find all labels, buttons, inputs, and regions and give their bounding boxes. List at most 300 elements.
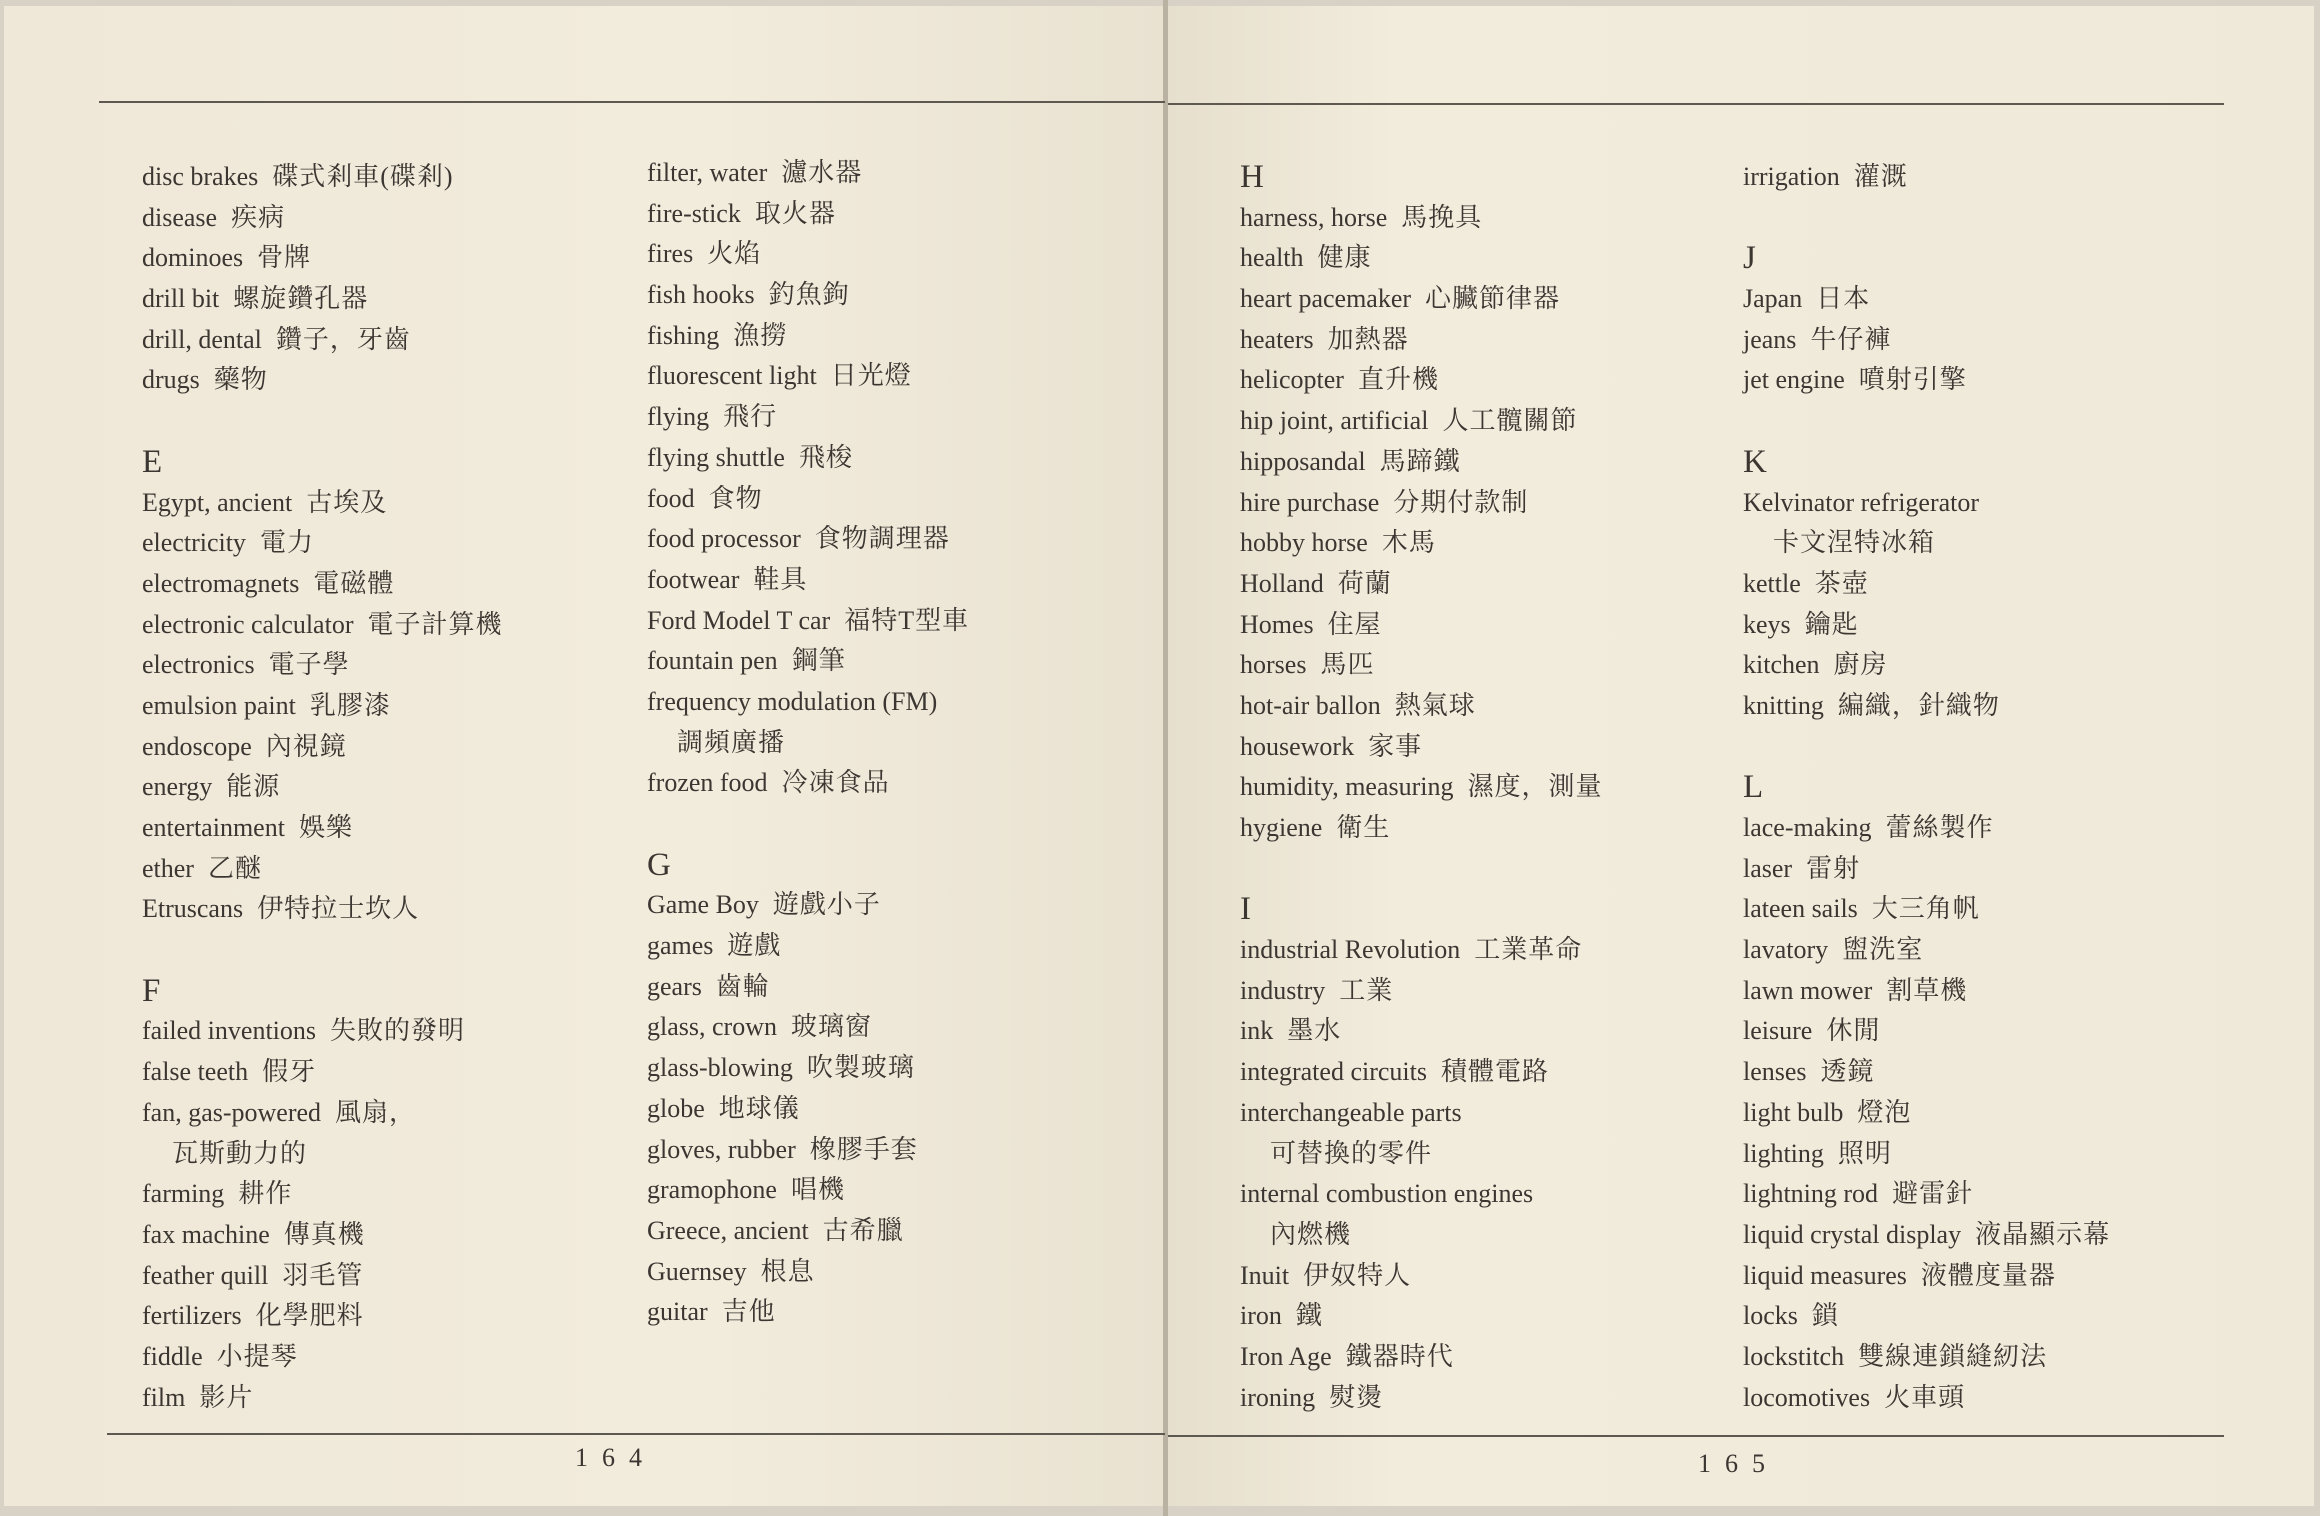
- entry-term-english: guitar: [647, 1297, 708, 1327]
- entry-term-chinese: 液晶顯示幕: [1975, 1219, 2111, 1249]
- index-entry: [142, 686, 503, 727]
- entry-term-chinese: 加熱器: [1327, 324, 1409, 354]
- entry-term-english: integrated circuits: [1240, 1057, 1427, 1087]
- entry-term-chinese: 根息: [760, 1256, 815, 1286]
- index-entry: [647, 763, 969, 804]
- index-entry: [1240, 1378, 1603, 1419]
- index-entry: [1743, 564, 2110, 605]
- entry-term-english: frozen food: [647, 768, 768, 798]
- entry-term-chinese: 取火器: [754, 198, 836, 228]
- index-entry: [1743, 157, 2110, 198]
- index-entry-translation-continued: 可替換的零件: [1270, 1138, 1433, 1168]
- index-entry: [1240, 523, 1603, 564]
- entry-term-english: Etruscans: [142, 894, 244, 924]
- index-entry: [1743, 1052, 2110, 1093]
- entry-term-english: horses: [1240, 650, 1307, 680]
- index-entry: [1743, 849, 2110, 890]
- entry-term-chinese: 飛行: [723, 402, 778, 432]
- entry-term-english: hipposandal: [1240, 446, 1366, 476]
- entry-term-chinese: 火焰: [707, 239, 762, 269]
- entry-term-chinese: 骨牌: [257, 243, 312, 273]
- entry-term-english: disease: [142, 202, 218, 232]
- index-entry: [1240, 564, 1603, 605]
- entry-term-english: electricity: [142, 528, 246, 558]
- index-entry: [1240, 727, 1603, 768]
- entry-term-chinese: 休閒: [1826, 1016, 1881, 1046]
- entry-term-english: electronic calculator: [142, 609, 354, 639]
- entry-term-chinese: 伊特拉士坎人: [257, 894, 420, 924]
- entry-term-english: liquid crystal display: [1743, 1219, 1962, 1249]
- entry-term-chinese: 木馬: [1381, 528, 1436, 558]
- index-entry: [647, 275, 969, 316]
- entry-term-chinese: 耕作: [238, 1179, 293, 1209]
- entry-term-english: hygiene: [1240, 813, 1323, 842]
- index-entry: [647, 397, 969, 438]
- index-entry: [1743, 605, 2110, 646]
- index-entry: [647, 438, 969, 479]
- entry-term-english: internal combustion engines: [1240, 1179, 1534, 1209]
- entry-term-chinese: 鐵: [1295, 1301, 1323, 1331]
- entry-term-english: helicopter: [1240, 365, 1344, 395]
- entry-term-english: drill bit: [142, 284, 220, 314]
- top-rule-left: [99, 101, 1165, 103]
- index-entry: [647, 682, 969, 723]
- index-entry: [1240, 1093, 1603, 1134]
- entry-term-english: food processor: [647, 524, 801, 554]
- entry-term-chinese: 電力: [259, 528, 314, 558]
- index-entry: [142, 523, 503, 564]
- entry-term-english: ether: [142, 853, 194, 883]
- entry-term-chinese: 唱機: [790, 1175, 845, 1205]
- entry-term-english: fish hooks: [647, 280, 755, 310]
- index-entry: [1240, 1256, 1603, 1297]
- entry-term-english: Greece, ancient: [647, 1215, 809, 1245]
- index-entry: [1240, 360, 1603, 401]
- entry-term-chinese: 照明: [1837, 1138, 1892, 1168]
- entry-term-chinese: 蕾絲製作: [1885, 813, 1994, 842]
- index-entry: [142, 320, 503, 361]
- entry-term-chinese: 廚房: [1833, 650, 1888, 680]
- entry-term-chinese: 乳膠漆: [309, 690, 391, 720]
- entry-term-english: fountain pen: [647, 646, 778, 676]
- entry-term-chinese: 福特T型車: [844, 605, 970, 635]
- entry-term-english: electronics: [142, 650, 255, 680]
- entry-term-chinese: 鞋具: [753, 564, 808, 594]
- index-entry: [1743, 1011, 2110, 1052]
- entry-term-chinese: 燈泡: [1857, 1097, 1912, 1127]
- index-entry: [647, 194, 969, 235]
- entry-term-english: farming: [142, 1179, 225, 1209]
- index-entry: [647, 1211, 969, 1252]
- index-entry: [647, 926, 969, 967]
- entry-term-chinese: 鋼筆: [791, 646, 846, 676]
- index-entry-translation-continued: 調頻廣播: [677, 727, 786, 757]
- entry-term-chinese: 疾病: [231, 202, 286, 232]
- entry-term-english: fiddle: [142, 1341, 203, 1371]
- index-entry: [142, 198, 503, 239]
- entry-term-chinese: 衛生: [1336, 813, 1391, 842]
- entry-term-chinese: 遊戲: [727, 931, 782, 961]
- bottom-rule-right: [1168, 1435, 2224, 1437]
- entry-term-english: Ford Model T car: [647, 605, 831, 635]
- entry-term-english: dominoes: [142, 243, 244, 273]
- entry-term-chinese: 大三角帆: [1871, 894, 1980, 924]
- entry-term-chinese: 電子學: [268, 650, 350, 680]
- entry-term-chinese: 日本: [1816, 284, 1871, 314]
- index-entry: [647, 1170, 969, 1211]
- entry-term-chinese: 割草機: [1886, 975, 1968, 1005]
- entry-term-chinese: 古希臘: [822, 1215, 904, 1245]
- entry-term-english: energy: [142, 772, 213, 802]
- entry-term-chinese: 冷凍食品: [781, 768, 890, 798]
- entry-term-english: electromagnets: [142, 568, 300, 598]
- entry-term-chinese: 日光燈: [830, 361, 912, 391]
- entry-term-chinese: 液體度量器: [1920, 1260, 2056, 1290]
- entry-term-chinese: 古埃及: [306, 487, 388, 517]
- index-entry: [1240, 320, 1603, 361]
- entry-term-chinese: 遊戲小子: [772, 890, 881, 920]
- index-entry: [1743, 1174, 2110, 1215]
- index-entry: [1743, 1215, 2110, 1256]
- index-entry: [1743, 1134, 2110, 1175]
- index-column: [1743, 157, 2110, 1418]
- entry-term-english: kitchen: [1743, 650, 1820, 680]
- index-entry: [647, 560, 969, 601]
- index-entry-translation-continued: 瓦斯動力的: [172, 1138, 308, 1168]
- index-entry: [1743, 1296, 2110, 1337]
- index-entry: [647, 641, 969, 682]
- entry-term-english: knitting: [1743, 690, 1824, 720]
- entry-term-english: fires: [647, 239, 694, 269]
- index-entry: [647, 1089, 969, 1130]
- entry-term-english: drugs: [142, 365, 200, 395]
- entry-term-chinese: 羽毛管: [282, 1260, 364, 1290]
- index-entry: [1240, 401, 1603, 442]
- entry-term-chinese: 食物調理器: [814, 524, 950, 554]
- index-entry: [142, 727, 503, 768]
- entry-term-english: keys: [1743, 609, 1791, 639]
- entry-term-chinese: 分期付款制: [1393, 487, 1529, 517]
- entry-term-chinese: 內視鏡: [265, 731, 347, 761]
- index-entry: [142, 645, 503, 686]
- entry-term-english: flying: [647, 402, 710, 432]
- bottom-rule-left: [107, 1433, 1165, 1435]
- entry-term-english: heart pacemaker: [1240, 284, 1412, 314]
- entry-term-chinese: 編織，針織物: [1837, 690, 2000, 720]
- entry-term-english: gramophone: [647, 1175, 777, 1205]
- entry-term-english: harness, horse: [1240, 202, 1388, 232]
- index-entry: [1240, 1011, 1603, 1052]
- entry-term-chinese: 健康: [1317, 243, 1372, 273]
- entry-term-english: fire-stick: [647, 198, 741, 228]
- index-entry: [142, 808, 503, 849]
- entry-term-english: Iron Age: [1240, 1341, 1332, 1371]
- index-entry-translation-continued: 內燃機: [1270, 1219, 1352, 1249]
- entry-term-english: iron: [1240, 1301, 1282, 1331]
- entry-term-english: flying shuttle: [647, 442, 785, 472]
- entry-term-english: endoscope: [142, 731, 252, 761]
- entry-term-english: entertainment: [142, 813, 285, 842]
- index-entry: [647, 356, 969, 397]
- index-entry: [1743, 1337, 2110, 1378]
- index-column: [1240, 157, 1603, 1418]
- index-entry: [142, 483, 503, 524]
- index-entry: [1743, 279, 2110, 320]
- entry-term-english: gloves, rubber: [647, 1134, 796, 1164]
- section-letter-heading: K: [1743, 443, 1767, 480]
- section-letter-heading: L: [1743, 769, 1764, 806]
- entry-term-chinese: 濕度，測量: [1467, 772, 1603, 802]
- index-entry: [1240, 767, 1603, 808]
- entry-term-english: Holland: [1240, 568, 1324, 598]
- entry-term-english: locomotives: [1743, 1382, 1871, 1412]
- entry-term-english: hot-air ballon: [1240, 690, 1381, 720]
- entry-term-english: leisure: [1743, 1016, 1813, 1046]
- entry-term-chinese: 馬挽具: [1401, 202, 1483, 232]
- book-gutter: [1163, 0, 1168, 1516]
- entry-term-chinese: 家事: [1368, 731, 1423, 761]
- index-entry: [1743, 1093, 2110, 1134]
- entry-term-english: games: [647, 931, 714, 961]
- entry-term-chinese: 電磁體: [313, 568, 395, 598]
- index-entry: [1240, 1052, 1603, 1093]
- index-entry: [647, 316, 969, 357]
- entry-term-chinese: 工業革命: [1474, 935, 1583, 965]
- entry-term-chinese: 灌溉: [1853, 162, 1908, 191]
- index-entry: [647, 601, 969, 642]
- index-entry: [1240, 686, 1603, 727]
- entry-term-chinese: 馬匹: [1320, 650, 1375, 680]
- index-entry: [647, 153, 969, 194]
- entry-term-english: laser: [1743, 853, 1793, 883]
- entry-term-english: jeans: [1743, 324, 1797, 354]
- entry-term-english: feather quill: [142, 1260, 269, 1290]
- index-entry: [647, 479, 969, 520]
- index-entry: [142, 849, 503, 890]
- entry-term-english: fluorescent light: [647, 361, 817, 391]
- entry-term-english: interchangeable parts: [1240, 1097, 1462, 1127]
- entry-term-chinese: 熨燙: [1329, 1382, 1384, 1412]
- entry-term-chinese: 伊奴特人: [1303, 1260, 1412, 1290]
- entry-term-chinese: 熱氣球: [1394, 690, 1476, 720]
- entry-term-chinese: 茶壺: [1814, 568, 1869, 598]
- index-entry: [647, 1048, 969, 1089]
- entry-term-english: fertilizers: [142, 1301, 242, 1331]
- index-entry: [1743, 971, 2110, 1012]
- index-entry: [647, 1292, 969, 1333]
- entry-term-english: fishing: [647, 320, 720, 350]
- entry-term-english: hire purchase: [1240, 487, 1380, 517]
- entry-term-english: heaters: [1240, 324, 1314, 354]
- entry-term-chinese: 墨水: [1287, 1016, 1342, 1046]
- index-entry: [142, 564, 503, 605]
- section-letter-heading: H: [1240, 159, 1264, 195]
- entry-term-chinese: 飛梭: [798, 442, 853, 472]
- entry-term-chinese: 傳真機: [283, 1219, 365, 1249]
- index-entry: [1743, 483, 2110, 524]
- index-entry: [1743, 889, 2110, 930]
- entry-term-english: drill, dental: [142, 324, 262, 354]
- entry-term-chinese: 噴射引擎: [1858, 365, 1967, 395]
- index-entry: [1743, 808, 2110, 849]
- entry-term-english: fax machine: [142, 1219, 270, 1249]
- index-entry: [1240, 1296, 1603, 1337]
- entry-term-chinese: 藥物: [213, 365, 268, 395]
- index-entry: [1743, 360, 2110, 401]
- entry-term-english: industry: [1240, 975, 1326, 1005]
- entry-term-chinese: 透鏡: [1820, 1057, 1875, 1087]
- top-rule-right: [1168, 103, 2224, 105]
- index-entry: [1240, 930, 1603, 971]
- index-entry: [142, 1093, 503, 1134]
- entry-term-english: lighting: [1743, 1138, 1824, 1168]
- entry-term-english: Kelvinator refrigerator: [1743, 487, 1980, 517]
- entry-term-english: frequency modulation (FM): [647, 686, 938, 716]
- entry-term-chinese: 能源: [226, 772, 281, 802]
- entry-term-chinese: 碟式剎車(碟剎): [272, 162, 454, 191]
- entry-term-chinese: 齒輪: [715, 971, 770, 1001]
- index-entry: [647, 1130, 969, 1171]
- index-entry: [1743, 686, 2110, 727]
- entry-term-chinese: 食物: [708, 483, 763, 513]
- index-entry: [142, 1011, 503, 1052]
- index-entry: [142, 1256, 503, 1297]
- index-entry: [1743, 1378, 2110, 1419]
- entry-term-english: Egypt, ancient: [142, 487, 293, 517]
- entry-term-english: fan, gas-powered: [142, 1097, 322, 1127]
- section-letter-heading: I: [1240, 891, 1251, 928]
- entry-term-english: glass-blowing: [647, 1053, 793, 1083]
- entry-term-english: Game Boy: [647, 890, 759, 920]
- entry-term-chinese: 鐵器時代: [1345, 1341, 1454, 1371]
- entry-term-chinese: 避雷針: [1892, 1179, 1974, 1209]
- entry-term-chinese: 鎖: [1811, 1301, 1839, 1331]
- entry-term-english: false teeth: [142, 1057, 249, 1087]
- entry-term-english: ink: [1240, 1016, 1274, 1046]
- entry-term-chinese: 化學肥料: [255, 1301, 364, 1331]
- entry-term-english: light bulb: [1743, 1097, 1844, 1127]
- entry-term-chinese: 小提琴: [216, 1341, 298, 1371]
- index-entry: [647, 234, 969, 275]
- entry-term-chinese: 地球儀: [718, 1093, 800, 1123]
- entry-term-english: Homes: [1240, 609, 1314, 639]
- index-entry: [142, 157, 503, 198]
- index-entry: [142, 360, 503, 401]
- index-entry: [1743, 320, 2110, 361]
- entry-term-chinese: 吉他: [721, 1297, 776, 1327]
- entry-term-english: Inuit: [1240, 1260, 1290, 1290]
- index-entry: [647, 1252, 969, 1293]
- index-entry: [142, 1052, 503, 1093]
- section-letter-heading: F: [142, 972, 161, 1009]
- entry-term-english: humidity, measuring: [1240, 772, 1454, 802]
- entry-term-english: lenses: [1743, 1057, 1807, 1087]
- entry-term-english: hobby horse: [1240, 528, 1368, 558]
- entry-term-english: gears: [647, 971, 702, 1001]
- entry-term-chinese: 雙線連鎖縫紉法: [1858, 1341, 2048, 1371]
- index-entry: [1240, 645, 1603, 686]
- index-entry: [1240, 605, 1603, 646]
- index-entry: [1240, 971, 1603, 1012]
- entry-term-english: Japan: [1743, 284, 1803, 314]
- entry-term-english: lockstitch: [1743, 1341, 1845, 1371]
- entry-term-chinese: 工業: [1339, 975, 1394, 1005]
- entry-term-english: disc brakes: [142, 162, 259, 191]
- index-entry: [142, 1378, 503, 1419]
- entry-term-english: industrial Revolution: [1240, 935, 1461, 965]
- index-entry: [1240, 198, 1603, 239]
- entry-term-chinese: 假牙: [262, 1057, 317, 1087]
- entry-term-english: lawn mower: [1743, 975, 1873, 1005]
- entry-term-english: irrigation: [1743, 162, 1840, 191]
- index-entry: [1240, 483, 1603, 524]
- entry-term-english: lace-making: [1743, 813, 1872, 842]
- entry-term-chinese: 失敗的發明: [330, 1016, 466, 1046]
- index-entry: [142, 767, 503, 808]
- entry-term-chinese: 娛樂: [298, 813, 353, 842]
- page-number-right: 165: [1698, 1449, 1779, 1478]
- entry-term-english: hip joint, artificial: [1240, 406, 1429, 436]
- entry-term-english: filter, water: [647, 158, 768, 187]
- entry-term-chinese: 鑽子，牙齒: [275, 324, 411, 354]
- entry-term-chinese: 住屋: [1327, 609, 1382, 639]
- entry-term-chinese: 影片: [199, 1382, 254, 1412]
- entry-term-english: lateen sails: [1743, 894, 1858, 924]
- index-entry: [1240, 238, 1603, 279]
- entry-term-chinese: 牛仔褲: [1810, 324, 1892, 354]
- entry-term-english: Guernsey: [647, 1256, 747, 1286]
- entry-term-chinese: 火車頭: [1884, 1382, 1966, 1412]
- entry-term-chinese: 馬蹄鐵: [1379, 446, 1461, 476]
- index-entry: [1240, 1174, 1603, 1215]
- entry-term-chinese: 釣魚鉤: [768, 280, 850, 310]
- entry-term-chinese: 心臟節律器: [1425, 284, 1561, 314]
- index-entry: [1240, 442, 1603, 483]
- entry-term-english: health: [1240, 243, 1304, 273]
- entry-term-english: globe: [647, 1093, 705, 1123]
- index-entry-translation-continued: 卡文涅特冰箱: [1773, 528, 1936, 558]
- index-entry: [142, 605, 503, 646]
- index-entry: [1743, 645, 2110, 686]
- entry-term-english: lightning rod: [1743, 1179, 1879, 1209]
- index-entry: [1743, 1256, 2110, 1297]
- entry-term-chinese: 濾水器: [781, 158, 863, 187]
- entry-term-english: ironing: [1240, 1382, 1316, 1412]
- entry-term-chinese: 人工髖關節: [1442, 406, 1578, 436]
- entry-term-english: lavatory: [1743, 935, 1829, 965]
- entry-term-chinese: 直升機: [1357, 365, 1439, 395]
- index-entry: [1240, 279, 1603, 320]
- entry-term-english: locks: [1743, 1301, 1798, 1331]
- index-entry: [142, 279, 503, 320]
- entry-term-english: film: [142, 1382, 186, 1412]
- entry-term-english: footwear: [647, 564, 740, 594]
- entry-term-chinese: 盥洗室: [1842, 935, 1924, 965]
- index-entry: [647, 885, 969, 926]
- index-entry: [647, 1007, 969, 1048]
- entry-term-chinese: 乙醚: [207, 853, 262, 883]
- entry-term-chinese: 積體電路: [1440, 1057, 1549, 1087]
- entry-term-english: liquid measures: [1743, 1260, 1907, 1290]
- entry-term-chinese: 電子計算機: [367, 609, 503, 639]
- entry-term-chinese: 吹製玻璃: [806, 1053, 915, 1083]
- entry-term-chinese: 風扇，: [335, 1097, 417, 1127]
- page-number-left: 164: [575, 1443, 656, 1472]
- entry-term-chinese: 螺旋鑽孔器: [233, 284, 369, 314]
- entry-term-chinese: 荷蘭: [1337, 568, 1392, 598]
- entry-term-english: food: [647, 483, 695, 513]
- index-entry: [1743, 930, 2110, 971]
